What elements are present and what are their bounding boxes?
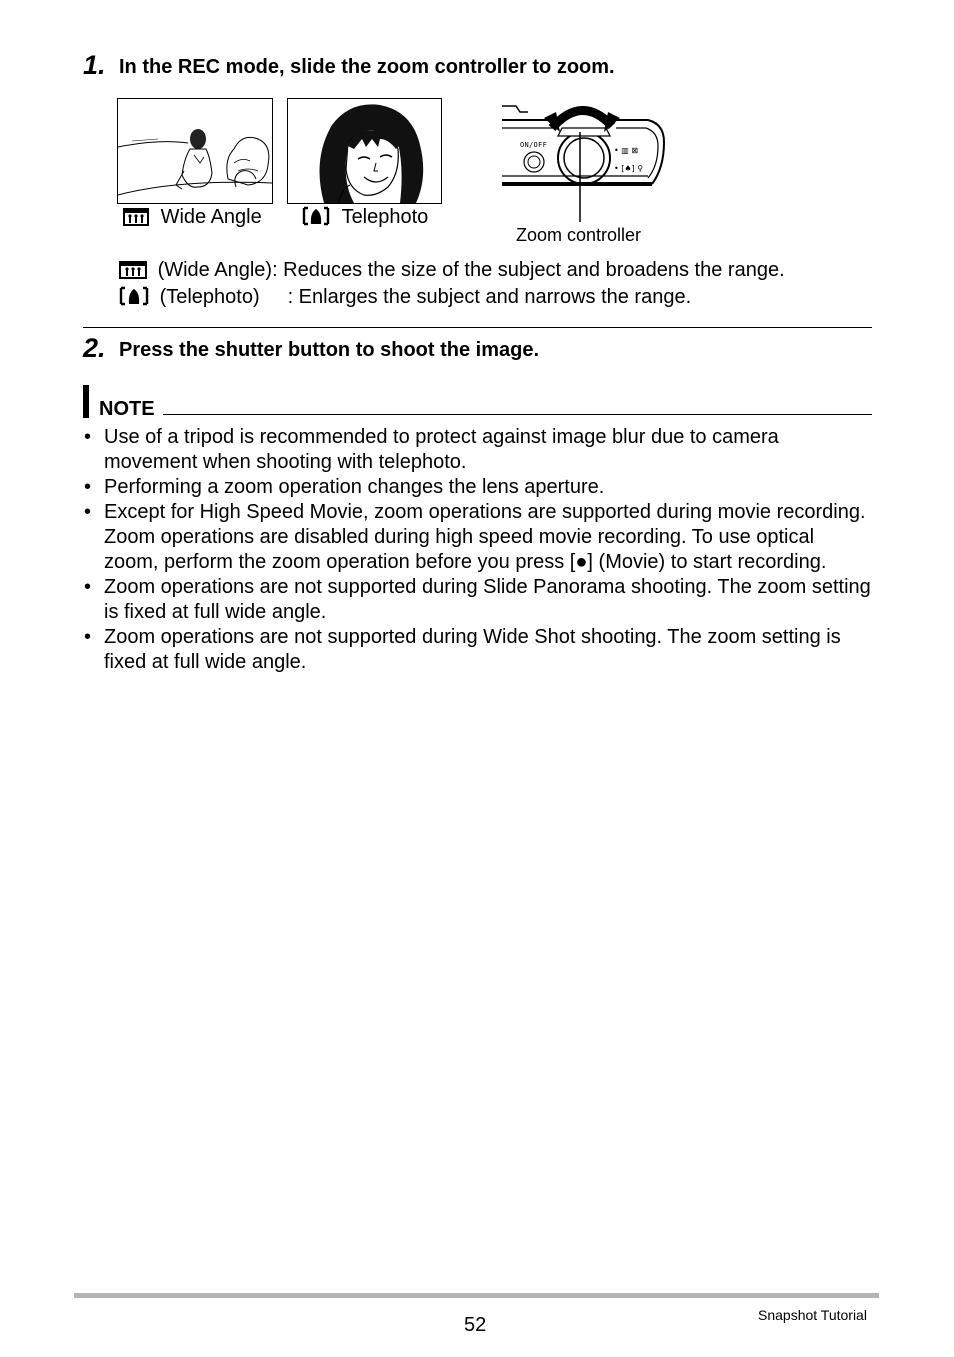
note-item-text: Zoom operations are not supported during Wide Shot shooting. The zoom setting is fixed at full wide angle. [104,626,841,673]
wide-angle-caption [123,206,262,232]
note-bar [83,385,89,418]
footer-rule [74,1293,879,1298]
bullet: • [84,426,92,448]
list-item [84,575,874,625]
list-item [84,425,874,475]
bullet: • [84,626,92,648]
telephoto-photo [287,98,442,204]
step-1-title: In the REC mode, slide the zoom controller to zoom. [119,56,615,78]
telephoto-caption [302,206,428,232]
section-name: Snapshot Tutorial [758,1307,867,1323]
telephoto-explanation [119,285,691,313]
wide-angle-description: : Reduces the size of the subject and broadens the range. [272,259,785,281]
on-off-label: ON/OFF [520,141,548,149]
bullet: • [84,476,92,498]
note-heading: NOTE [99,398,155,420]
zoom-controller-label: Zoom controller [516,225,642,245]
note-item-text: Use of a tripod is recommended to protect against image blur due to camera movement when shooting with telephoto. [104,426,779,473]
telephoto-icon [119,286,149,313]
wide-angle-term: (Wide Angle) [157,259,273,281]
svg-text:• ▥ ⊠: • ▥ ⊠ [614,146,639,155]
list-item [84,500,874,575]
telephoto-icon [302,206,330,232]
wide-angle-photo [117,98,273,204]
bullet: • [84,501,92,523]
note-item-text: Zoom operations are not supported during Slide Panorama shooting. The zoom setting is fixed at full wide angle. [104,576,871,623]
wide-angle-icon [119,261,147,286]
telephoto-description: : Enlarges the subject and narrows the range. [287,286,692,308]
section-divider [83,327,872,328]
bullet: • [84,576,92,598]
svg-text:• [♠] ⚲: • [♠] ⚲ [614,164,644,173]
step-1-number: 1. [83,50,106,80]
note-item-text: Performing a zoom operation changes the lens aperture. [104,476,605,498]
telephoto-term: (Telephoto) [159,286,260,308]
page-number: 52 [464,1314,487,1336]
wide-angle-icon [123,208,149,232]
camera-top-illustration [498,98,668,222]
step-2-number: 2. [83,333,106,363]
wide-angle-explanation [119,258,785,286]
wide-angle-caption-text: Wide Angle [160,206,262,228]
note-heading-rule [163,414,872,415]
note-item-text: Except for High Speed Movie, zoom operations are supported during movie recording. Zoom operations are disabled during high speed movie recording. To use optical zoom, perform the zoom operation before you press [●] (Movie) to start recording. [104,501,866,573]
step-2-title: Press the shutter button to shoot the image. [119,339,540,361]
list-item [84,625,874,675]
list-item [84,475,874,500]
telephoto-caption-text: Telephoto [341,206,429,228]
note-list [84,425,874,675]
